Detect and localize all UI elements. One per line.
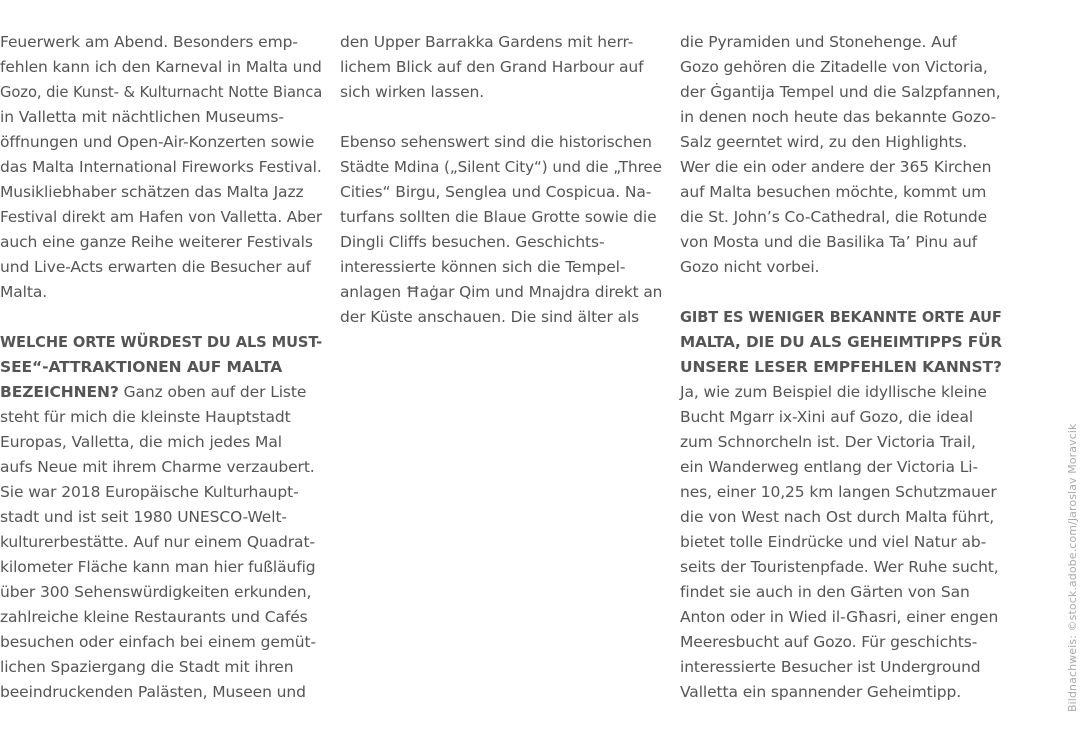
text-line <box>0 80 323 105</box>
text-line <box>340 80 662 105</box>
body-text: Europas, Valletta, die mich jedes Mal <box>0 433 282 451</box>
body-text: der Küste anschauen. Die sind älter als <box>340 308 640 326</box>
body-text: öffnungen und Open-Air-Konzerten sowie <box>0 133 315 151</box>
text-line <box>0 630 322 655</box>
text-line <box>340 130 662 155</box>
text-line <box>0 555 322 580</box>
body-text: Städte Mdina („Silent City“) und die „Three <box>340 158 662 176</box>
text-line <box>0 430 322 455</box>
text-line <box>680 305 1002 330</box>
text-line <box>680 380 1002 405</box>
text-line <box>340 255 662 280</box>
body-text: in Valletta mit nächtlichen Museums- <box>0 108 284 126</box>
text-line <box>0 405 322 430</box>
paragraph-gap <box>0 305 322 330</box>
paragraph-gap <box>680 280 1002 305</box>
body-text: von Mosta und die Basilika Ta’ Pinu auf <box>680 233 978 251</box>
text-line <box>0 130 322 155</box>
text-line <box>340 205 662 230</box>
text-line <box>0 205 323 230</box>
body-text: Festival direkt am Hafen von Valletta. Aber <box>0 208 323 226</box>
body-text: die Pyramiden und Stonehenge. Auf <box>680 33 957 51</box>
body-text: aufs Neue mit ihrem Charme verzaubert. <box>0 458 315 476</box>
text-line <box>0 155 322 180</box>
body-text: Musikliebhaber schätzen das Malta Jazz <box>0 183 304 201</box>
text-line <box>0 605 322 630</box>
text-line <box>0 580 322 605</box>
text-line <box>680 480 1002 505</box>
body-text: fehlen kann ich den Karneval in Malta und <box>0 58 322 76</box>
text-line <box>0 505 322 530</box>
text-line <box>680 455 1002 480</box>
text-line <box>340 155 662 180</box>
text-line <box>680 355 1001 380</box>
body-text: bietet tolle Eindrücke und viel Natur ab- <box>680 533 987 551</box>
body-text: Dingli Cliffs besuchen. Geschichts- <box>340 233 605 251</box>
paragraph-gap <box>340 105 662 130</box>
text-line <box>0 255 322 280</box>
body-text: der Ġgantija Tempel und die Salzpfannen, <box>680 83 1001 101</box>
body-text: das Malta International Fireworks Festival. <box>0 158 322 176</box>
text-line <box>680 655 1002 680</box>
body-text: zum Schnorcheln ist. Der Victoria Trail, <box>680 433 976 451</box>
body-text: stadt und ist seit 1980 UNESCO-Welt- <box>0 508 287 526</box>
body-text: seits der Touristenpfade. Wer Ruhe sucht, <box>680 558 999 576</box>
body-text: interessierte können sich die Tempel- <box>340 258 626 276</box>
body-text: besuchen oder einfach bei einem gemüt- <box>0 633 316 651</box>
text-line <box>680 105 1002 130</box>
section-heading: UNSERE LESER EMPFEHLEN KANNST? <box>680 358 1002 376</box>
body-text: Wer die ein oder andere der 365 Kirchen <box>680 158 992 176</box>
body-text: sich wirken lassen. <box>340 83 485 101</box>
text-column-2 <box>340 30 662 330</box>
body-text: ein Wanderweg entlang der Victoria Li- <box>680 458 978 476</box>
text-line <box>680 680 1002 705</box>
text-line <box>0 330 323 355</box>
body-text: über 300 Sehenswürdigkeiten erkunden, <box>0 583 312 601</box>
text-column-1 <box>0 30 322 705</box>
text-line <box>680 330 1003 355</box>
text-line <box>0 380 322 405</box>
body-text: Gozo nicht vorbei. <box>680 258 820 276</box>
body-text: lichem Blick auf den Grand Harbour auf <box>340 58 644 76</box>
body-text: Malta. <box>0 283 48 301</box>
text-line <box>680 180 1002 205</box>
body-text: Gozo gehören die Zitadelle von Victoria, <box>680 58 988 76</box>
text-line <box>680 255 1002 280</box>
text-line <box>680 55 1002 80</box>
body-text: turfans sollten die Blaue Grotte sowie die <box>340 208 657 226</box>
text-line <box>0 180 322 205</box>
body-text: Anton oder in Wied il-Għasri, einer engen <box>680 608 999 626</box>
text-line <box>680 605 1002 630</box>
text-line <box>680 405 1002 430</box>
photo-credit: Bildnachweis: ©stock.adobe.com/Jaroslav Moravcik <box>1066 423 1079 712</box>
text-line <box>340 55 662 80</box>
text-line <box>680 430 1002 455</box>
text-line <box>0 455 322 480</box>
text-line <box>680 580 1002 605</box>
text-line <box>680 530 1002 555</box>
text-line <box>0 355 322 380</box>
body-text: die von West nach Ost durch Malta führt, <box>680 508 995 526</box>
text-line <box>0 105 322 130</box>
body-text: zahlreiche kleine Restaurants und Cafés <box>0 608 308 626</box>
body-text: Bucht Mgarr ix-Xini auf Gozo, die ideal <box>680 408 974 426</box>
section-heading: WELCHE ORTE WÜRDEST DU ALS MUST- <box>0 333 323 351</box>
text-line <box>0 55 321 80</box>
text-line <box>340 180 662 205</box>
text-line <box>340 230 662 255</box>
body-text: Sie war 2018 Europäische Kulturhaupt- <box>0 483 299 501</box>
body-text: Ebenso sehenswert sind die historischen <box>340 133 652 151</box>
body-text: beeindruckenden Palästen, Museen und <box>0 683 306 701</box>
body-text: Feuerwerk am Abend. Besonders emp- <box>0 33 298 51</box>
body-text: Salz geerntet wird, zu den Highlights. <box>680 133 968 151</box>
body-text: anlagen Ħaġar Qim und Mnajdra direkt an <box>340 283 663 301</box>
text-line <box>340 280 663 305</box>
text-line <box>680 230 1002 255</box>
text-line <box>680 205 1002 230</box>
body-text: Valletta ein spannender Geheimtipp. <box>680 683 962 701</box>
body-text: Gozo, die Kunst- & Kulturnacht Notte Bianca <box>0 83 323 101</box>
body-text: interessierte Besucher ist Underground <box>680 658 981 676</box>
body-text: kilometer Fläche kann man hier fußläufig <box>0 558 316 576</box>
body-text: Cities“ Birgu, Senglea und Cospicua. Na- <box>340 183 652 201</box>
body-text: die St. John’s Co-Cathedral, die Rotunde <box>680 208 988 226</box>
text-line <box>680 30 1002 55</box>
text-line <box>0 680 322 705</box>
body-text: und Live-Acts erwarten die Besucher auf <box>0 258 311 276</box>
text-line <box>0 230 322 255</box>
section-heading: GIBT ES WENIGER BEKANNTE ORTE AUF <box>680 308 1002 326</box>
body-text: kulturerbestätte. Auf nur einem Quadrat- <box>0 533 315 551</box>
body-text: nes, einer 10,25 km langen Schutzmauer <box>680 483 997 501</box>
text-line <box>0 280 322 305</box>
text-line <box>0 655 322 680</box>
body-text: steht für mich die kleinste Hauptstadt <box>0 408 291 426</box>
body-text: Ja, wie zum Beispiel die idyllische kleine <box>680 383 987 401</box>
body-text: auch eine ganze Reihe weiterer Festivals <box>0 233 313 251</box>
section-heading: SEE“-ATTRAKTIONEN AUF MALTA <box>0 358 283 376</box>
text-line <box>680 155 1002 180</box>
text-line <box>680 80 1002 105</box>
section-heading: MALTA, DIE DU ALS GEHEIMTIPPS FÜR <box>680 333 1003 351</box>
section-heading: BEZEICHNEN? <box>0 383 119 401</box>
body-text: Meeresbucht auf Gozo. Für geschichts- <box>680 633 978 651</box>
body-text: findet sie auch in den Gärten von San <box>680 583 970 601</box>
text-line <box>680 630 1002 655</box>
text-line <box>680 505 1002 530</box>
text-line <box>340 30 662 55</box>
body-text: lichen Spaziergang die Stadt mit ihren <box>0 658 294 676</box>
text-line <box>0 530 322 555</box>
text-column-3 <box>680 30 1002 705</box>
body-text: auf Malta besuchen möchte, kommt um <box>680 183 987 201</box>
text-line <box>680 555 1002 580</box>
body-text: in denen noch heute das bekannte Gozo- <box>680 108 997 126</box>
text-line <box>0 480 322 505</box>
text-line <box>340 305 662 330</box>
body-text: den Upper Barrakka Gardens mit herr- <box>340 33 634 51</box>
text-line <box>680 130 1002 155</box>
text-line <box>0 30 322 55</box>
body-text: Ganz oben auf der Liste <box>118 383 307 401</box>
